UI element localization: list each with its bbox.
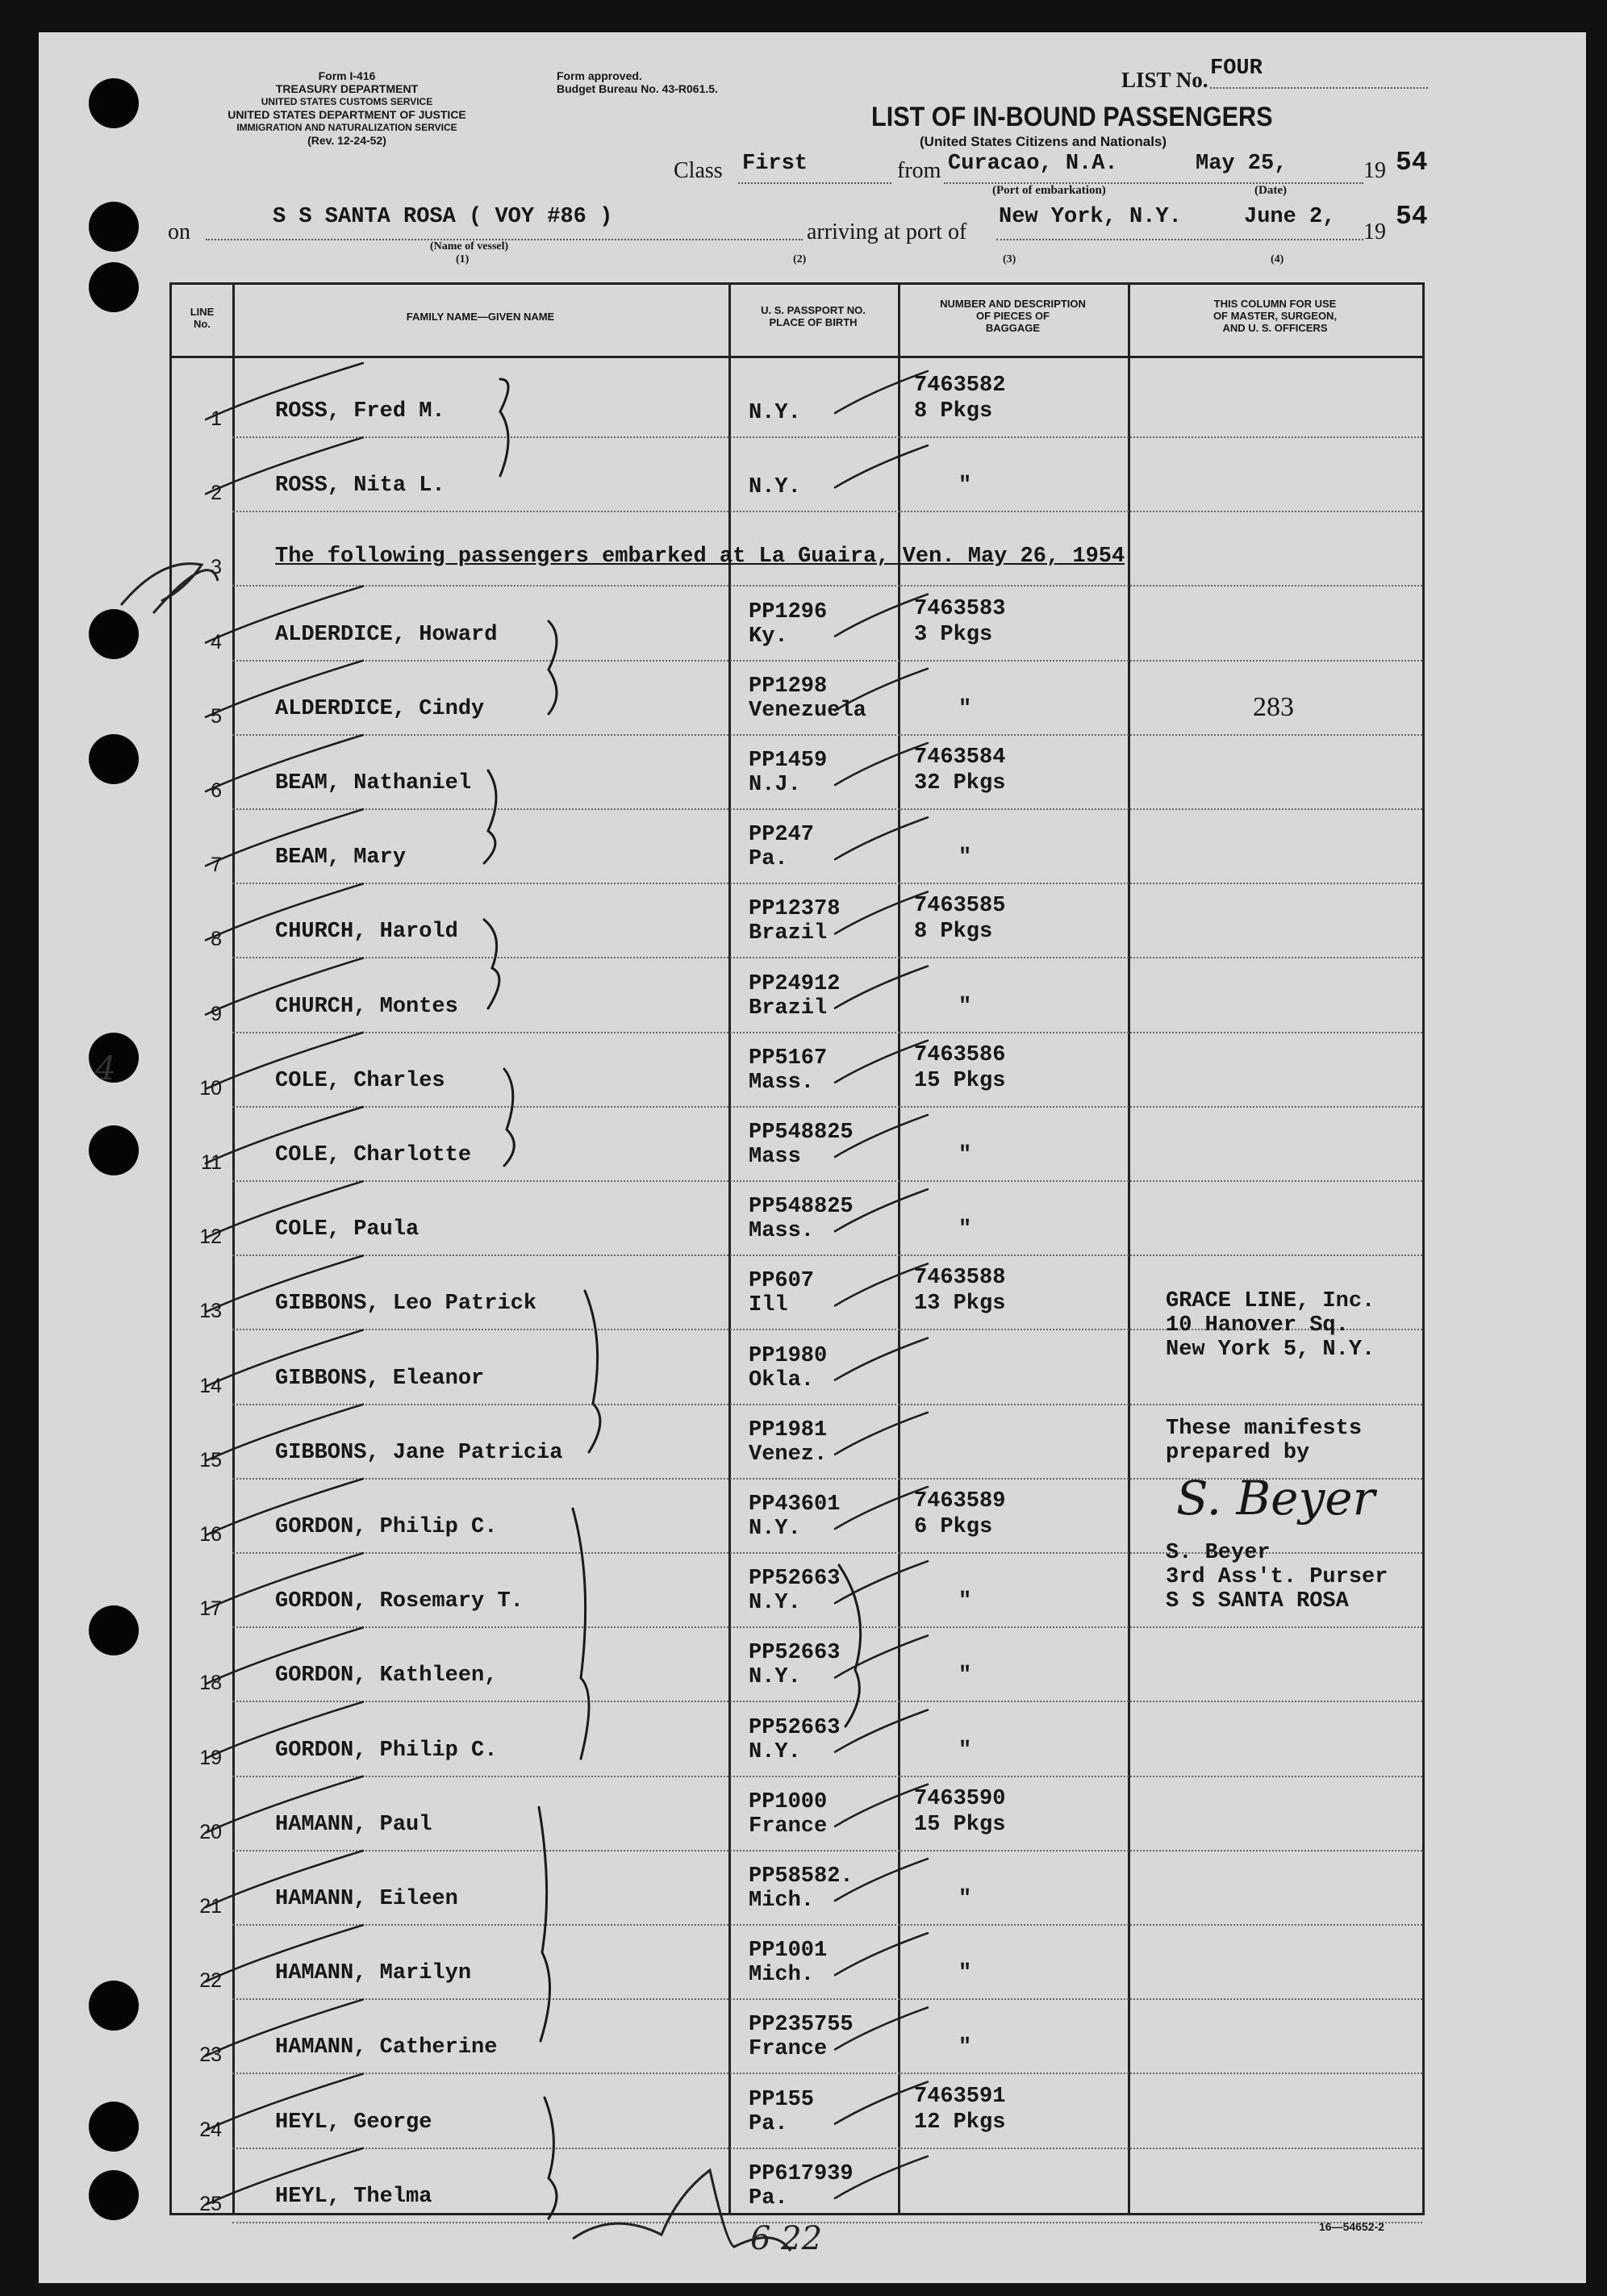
row-rule — [232, 734, 1422, 736]
punch-hole — [89, 2102, 139, 2152]
passport-number: PP43601 — [749, 1492, 841, 1517]
vessel-caption: (Name of vessel) — [430, 240, 509, 253]
row-rule — [232, 2222, 1422, 2223]
place-of-birth: N.Y. — [749, 1665, 801, 1690]
line-number: 3 — [211, 556, 222, 579]
baggage-description: 12 Pkgs — [914, 2110, 1006, 2135]
line-number: 14 — [199, 1374, 222, 1397]
officer-count: 283 — [1253, 692, 1294, 722]
punch-hole — [89, 78, 139, 128]
row-rule — [232, 1924, 1422, 1926]
header-divider — [172, 356, 1422, 358]
company-city: New York 5, N.Y. — [1166, 1338, 1375, 1362]
row-rule — [232, 1701, 1422, 1702]
passenger-name: HAMANN, Eileen — [275, 1887, 458, 1911]
arriving-label: arriving at port of — [807, 219, 967, 244]
row-rule — [232, 436, 1422, 438]
line-number: 1 — [211, 407, 222, 430]
passenger-name: BEAM, Nathaniel — [275, 771, 472, 795]
passport-number: PP52663 — [749, 1567, 841, 1592]
punch-hole — [89, 2170, 139, 2220]
place-of-birth: N.Y. — [749, 1591, 801, 1616]
form-header-left — [165, 69, 528, 147]
class-value: First — [742, 152, 808, 176]
line-number: 7 — [211, 854, 222, 877]
baggage-description: " — [958, 474, 972, 499]
place-of-birth: Venez. — [749, 1442, 828, 1467]
baggage-number: 7463585 — [914, 894, 1006, 919]
baggage-description: 15 Pkgs — [914, 1068, 1006, 1093]
baggage-description: 3 Pkgs — [914, 622, 993, 647]
class-dotline — [738, 182, 891, 184]
date-caption: (Date) — [1254, 184, 1287, 197]
page-subtitle: (United States Citizens and Nationals) — [920, 134, 1167, 149]
place-of-birth: Mich. — [749, 1889, 815, 1913]
row-rule — [232, 585, 1422, 587]
customs-service: UNITED STATES CUSTOMS SERVICE — [261, 96, 433, 107]
company-address: 10 Hanover Sq. — [1166, 1313, 1349, 1338]
company-name: GRACE LINE, Inc. — [1166, 1289, 1375, 1313]
place-of-birth: Okla. — [749, 1367, 815, 1392]
line-number: 21 — [199, 1895, 222, 1918]
place-of-birth: Mass — [749, 1145, 801, 1169]
punch-hole — [89, 609, 139, 659]
row-rule — [232, 1180, 1422, 1182]
place-of-birth: Mass. — [749, 1070, 815, 1095]
place-of-birth: Pa. — [749, 847, 788, 872]
passport-number: PP1298 — [749, 674, 828, 699]
passport-number: PP155 — [749, 2087, 815, 2112]
arrival-dotline — [996, 239, 1363, 240]
passport-number: PP548825 — [749, 1195, 854, 1220]
from-label: from — [897, 158, 941, 183]
punch-hole — [89, 1981, 139, 2031]
place-of-birth: Mich. — [749, 1963, 815, 1988]
row-rule — [232, 1106, 1422, 1108]
line-number: 5 — [211, 704, 222, 728]
passenger-name: GIBBONS, Eleanor — [275, 1366, 485, 1391]
line-number: 6 — [211, 779, 222, 802]
baggage-description: 8 Pkgs — [914, 920, 993, 945]
line-number: 15 — [199, 1448, 222, 1472]
place-of-birth: France — [749, 2037, 828, 2062]
row-rule — [232, 957, 1422, 958]
baggage-description: " — [958, 994, 972, 1019]
line-number: 18 — [199, 1672, 222, 1695]
punch-hole — [89, 262, 139, 312]
baggage-description: " — [958, 1589, 972, 1614]
prepared-line-1: These manifests — [1166, 1417, 1363, 1441]
passport-number: PP52663 — [749, 1715, 841, 1740]
line-number: 11 — [201, 1151, 222, 1174]
place-of-birth: N.Y. — [749, 475, 801, 500]
row-rule — [232, 1254, 1422, 1256]
baggage-number: 7463588 — [914, 1266, 1006, 1291]
baggage-description: " — [958, 1961, 972, 1986]
row-rule — [232, 1032, 1422, 1033]
place-of-birth: Ill — [749, 1293, 788, 1318]
baggage-description: 6 Pkgs — [914, 1515, 993, 1539]
bottom-signature: 6 22 — [750, 2220, 823, 2257]
arrival-year-prefix: 19 — [1363, 219, 1386, 244]
line-number: 22 — [199, 1969, 222, 1993]
place-of-birth: Mass. — [749, 1219, 815, 1244]
baggage-description: " — [958, 2035, 972, 2060]
line-number: 10 — [199, 1076, 222, 1100]
page-title: LIST OF IN-BOUND PASSENGERS — [871, 102, 1273, 132]
list-label: LIST No. — [1121, 68, 1208, 92]
passenger-name: ALDERDICE, Cindy — [275, 696, 485, 721]
line-number: 19 — [199, 1746, 222, 1769]
passport-number: PP5167 — [749, 1046, 828, 1071]
row-rule — [232, 660, 1422, 662]
purser-name: S. Beyer — [1166, 1541, 1271, 1565]
justice-dept: UNITED STATES DEPARTMENT OF JUSTICE — [227, 108, 466, 121]
purser-ship: S S SANTA ROSA — [1166, 1589, 1349, 1613]
arrival-date: June 2, — [1244, 205, 1336, 229]
class-label: Class — [674, 158, 723, 183]
vessel-name: S S SANTA ROSA ( VOY #86 ) — [273, 205, 613, 229]
line-number: 20 — [199, 1820, 222, 1843]
header-officers: THIS COLUMN FOR USE OF MASTER, SURGEON, AND U. S. OFFICERS — [1213, 298, 1338, 334]
row-rule — [232, 1776, 1422, 1777]
passenger-name: ROSS, Fred M. — [275, 399, 445, 424]
row-rule — [232, 1850, 1422, 1851]
baggage-description: " — [958, 1664, 972, 1689]
passenger-name: HAMANN, Paul — [275, 1812, 432, 1837]
baggage-description: " — [958, 1143, 972, 1167]
baggage-description: " — [958, 845, 972, 870]
passport-number: PP12378 — [749, 897, 841, 922]
embark-note: The following passengers embarked at La Guaira, Ven. May 26, 1954 — [275, 545, 1125, 569]
line-number: 12 — [199, 1225, 222, 1249]
passport-number: PP247 — [749, 823, 815, 848]
passenger-name: GIBBONS, Leo Patrick — [275, 1292, 537, 1317]
baggage-description: 13 Pkgs — [914, 1292, 1006, 1317]
line-number: 2 — [211, 482, 222, 505]
baggage-number: 7463589 — [914, 1489, 1006, 1513]
footer-code: 16—54652-2 — [1319, 2220, 1384, 2233]
punch-hole — [89, 1605, 139, 1655]
passenger-name: GORDON, Kathleen, — [275, 1664, 498, 1689]
header-line-no: LINE No. — [190, 306, 215, 330]
margin-mark: 4 — [95, 1050, 116, 1087]
list-dotline — [1210, 87, 1428, 89]
year-value: 54 — [1396, 148, 1428, 177]
passport-number: PP58582. — [749, 1864, 854, 1889]
baggage-description: 32 Pkgs — [914, 771, 1006, 795]
passport-number: PP1296 — [749, 599, 828, 624]
row-rule — [232, 2148, 1422, 2149]
passenger-name: COLE, Paula — [275, 1217, 419, 1242]
caption-4: (4) — [1271, 253, 1284, 265]
line-number: 24 — [199, 2118, 222, 2141]
passport-number: PP235755 — [749, 2013, 854, 2038]
list-value: FOUR — [1210, 56, 1263, 81]
treasury-dept: TREASURY DEPARTMENT — [275, 82, 419, 95]
port-of-embarkation: Curacao, N.A. — [948, 152, 1118, 176]
passenger-name: ROSS, Nita L. — [275, 474, 445, 499]
place-of-birth: N.Y. — [749, 401, 801, 425]
passenger-name: GORDON, Philip C. — [275, 1738, 498, 1763]
passenger-name: ALDERDICE, Howard — [275, 622, 498, 647]
baggage-number: 7463590 — [914, 1786, 1006, 1811]
place-of-birth: France — [749, 1814, 828, 1839]
form-revision: (Rev. 12-24-52) — [307, 134, 386, 147]
passenger-table — [169, 282, 1425, 2215]
line-number: 13 — [199, 1300, 222, 1323]
passport-number: PP52663 — [749, 1641, 841, 1666]
baggage-description: " — [958, 696, 972, 721]
passport-number: PP24912 — [749, 971, 841, 996]
passenger-name: COLE, Charles — [275, 1068, 445, 1093]
row-rule — [232, 511, 1422, 512]
arrival-year: 54 — [1396, 202, 1428, 232]
passenger-name: CHURCH, Montes — [275, 994, 458, 1019]
passenger-name: COLE, Charlotte — [275, 1143, 472, 1167]
header-name: FAMILY NAME—GIVEN NAME — [406, 311, 555, 323]
baggage-description: " — [958, 1738, 972, 1763]
passport-number: PP1000 — [749, 1789, 828, 1814]
form-approved: Form approved. — [557, 69, 642, 82]
form-number: Form I-416 — [318, 69, 376, 82]
line-number: 23 — [199, 2043, 222, 2067]
row-rule — [232, 1626, 1422, 1628]
on-label: on — [168, 219, 190, 244]
year-prefix: 19 — [1363, 158, 1386, 183]
passenger-name: HEYL, Thelma — [275, 2184, 432, 2209]
place-of-birth: Brazil — [749, 996, 828, 1021]
passenger-name: CHURCH, Harold — [275, 920, 458, 945]
passenger-name: GIBBONS, Jane Patricia — [275, 1440, 563, 1465]
place-of-birth: N.Y. — [749, 1517, 801, 1541]
passport-number: PP607 — [749, 1269, 815, 1294]
embarkation-date: May 25, — [1196, 152, 1288, 176]
baggage-description: 8 Pkgs — [914, 399, 993, 424]
baggage-number: 7463591 — [914, 2084, 1006, 2109]
line-number: 4 — [211, 630, 222, 653]
place-of-birth: Brazil — [749, 921, 828, 946]
passenger-name: GORDON, Philip C. — [275, 1515, 498, 1539]
purser-signature: S. Beyer — [1176, 1471, 1375, 1526]
header-baggage: NUMBER AND DESCRIPTION OF PIECES OF BAGGAGE — [940, 298, 1086, 334]
ins-service: IMMIGRATION AND NATURALIZATION SERVICE — [236, 122, 457, 133]
passport-number: PP1001 — [749, 1939, 828, 1964]
place-of-birth: N.J. — [749, 773, 801, 797]
baggage-number: 7463583 — [914, 596, 1006, 621]
row-rule — [232, 1998, 1422, 2000]
purser-title: 3rd Ass't. Purser — [1166, 1565, 1388, 1589]
baggage-number: 7463582 — [914, 374, 1006, 398]
baggage-number: 7463584 — [914, 745, 1006, 770]
passport-number: PP1981 — [749, 1417, 828, 1442]
line-number: 25 — [199, 2192, 222, 2215]
passenger-name: HEYL, George — [275, 2110, 432, 2135]
row-rule — [232, 2073, 1422, 2074]
row-rule — [232, 1404, 1422, 1405]
passenger-name: BEAM, Mary — [275, 845, 407, 870]
place-of-birth: Pa. — [749, 2185, 788, 2210]
passenger-name: HAMANN, Marilyn — [275, 1961, 472, 1986]
header-passport: U. S. PASSPORT NO. PLACE OF BIRTH — [761, 304, 866, 328]
line-number: 8 — [211, 928, 222, 951]
line-number: 17 — [199, 1597, 222, 1621]
baggage-number: 7463586 — [914, 1042, 1006, 1067]
row-rule — [232, 808, 1422, 810]
place-of-birth: N.Y. — [749, 1739, 801, 1764]
passport-number: PP548825 — [749, 1121, 854, 1145]
passenger-name: GORDON, Rosemary T. — [275, 1589, 524, 1614]
place-of-birth: Venezuela — [749, 698, 866, 723]
prepared-line-2: prepared by — [1166, 1441, 1310, 1465]
baggage-description: " — [958, 1217, 972, 1242]
place-of-birth: Ky. — [749, 624, 788, 649]
place-of-birth: Pa. — [749, 2111, 788, 2136]
passport-number: PP1459 — [749, 749, 828, 773]
passenger-name: HAMANN, Catherine — [275, 2035, 498, 2060]
passport-number: PP1980 — [749, 1343, 828, 1368]
baggage-description: 15 Pkgs — [914, 1812, 1006, 1837]
form-approval — [557, 69, 799, 95]
caption-2: (2) — [793, 253, 807, 265]
line-number: 16 — [199, 1523, 222, 1546]
baggage-description: " — [958, 1887, 972, 1911]
punch-hole — [89, 202, 139, 252]
caption-3: (3) — [1003, 253, 1016, 265]
budget-bureau: Budget Bureau No. 43-R061.5. — [557, 82, 718, 95]
row-rule — [232, 883, 1422, 884]
line-number: 9 — [211, 1002, 222, 1025]
port-caption: (Port of embarkation) — [992, 184, 1106, 197]
passport-number: PP617939 — [749, 2161, 854, 2186]
caption-1: (1) — [456, 253, 470, 265]
arrival-port: New York, N.Y. — [999, 205, 1182, 229]
punch-hole — [89, 1125, 139, 1175]
punch-hole — [89, 734, 139, 784]
